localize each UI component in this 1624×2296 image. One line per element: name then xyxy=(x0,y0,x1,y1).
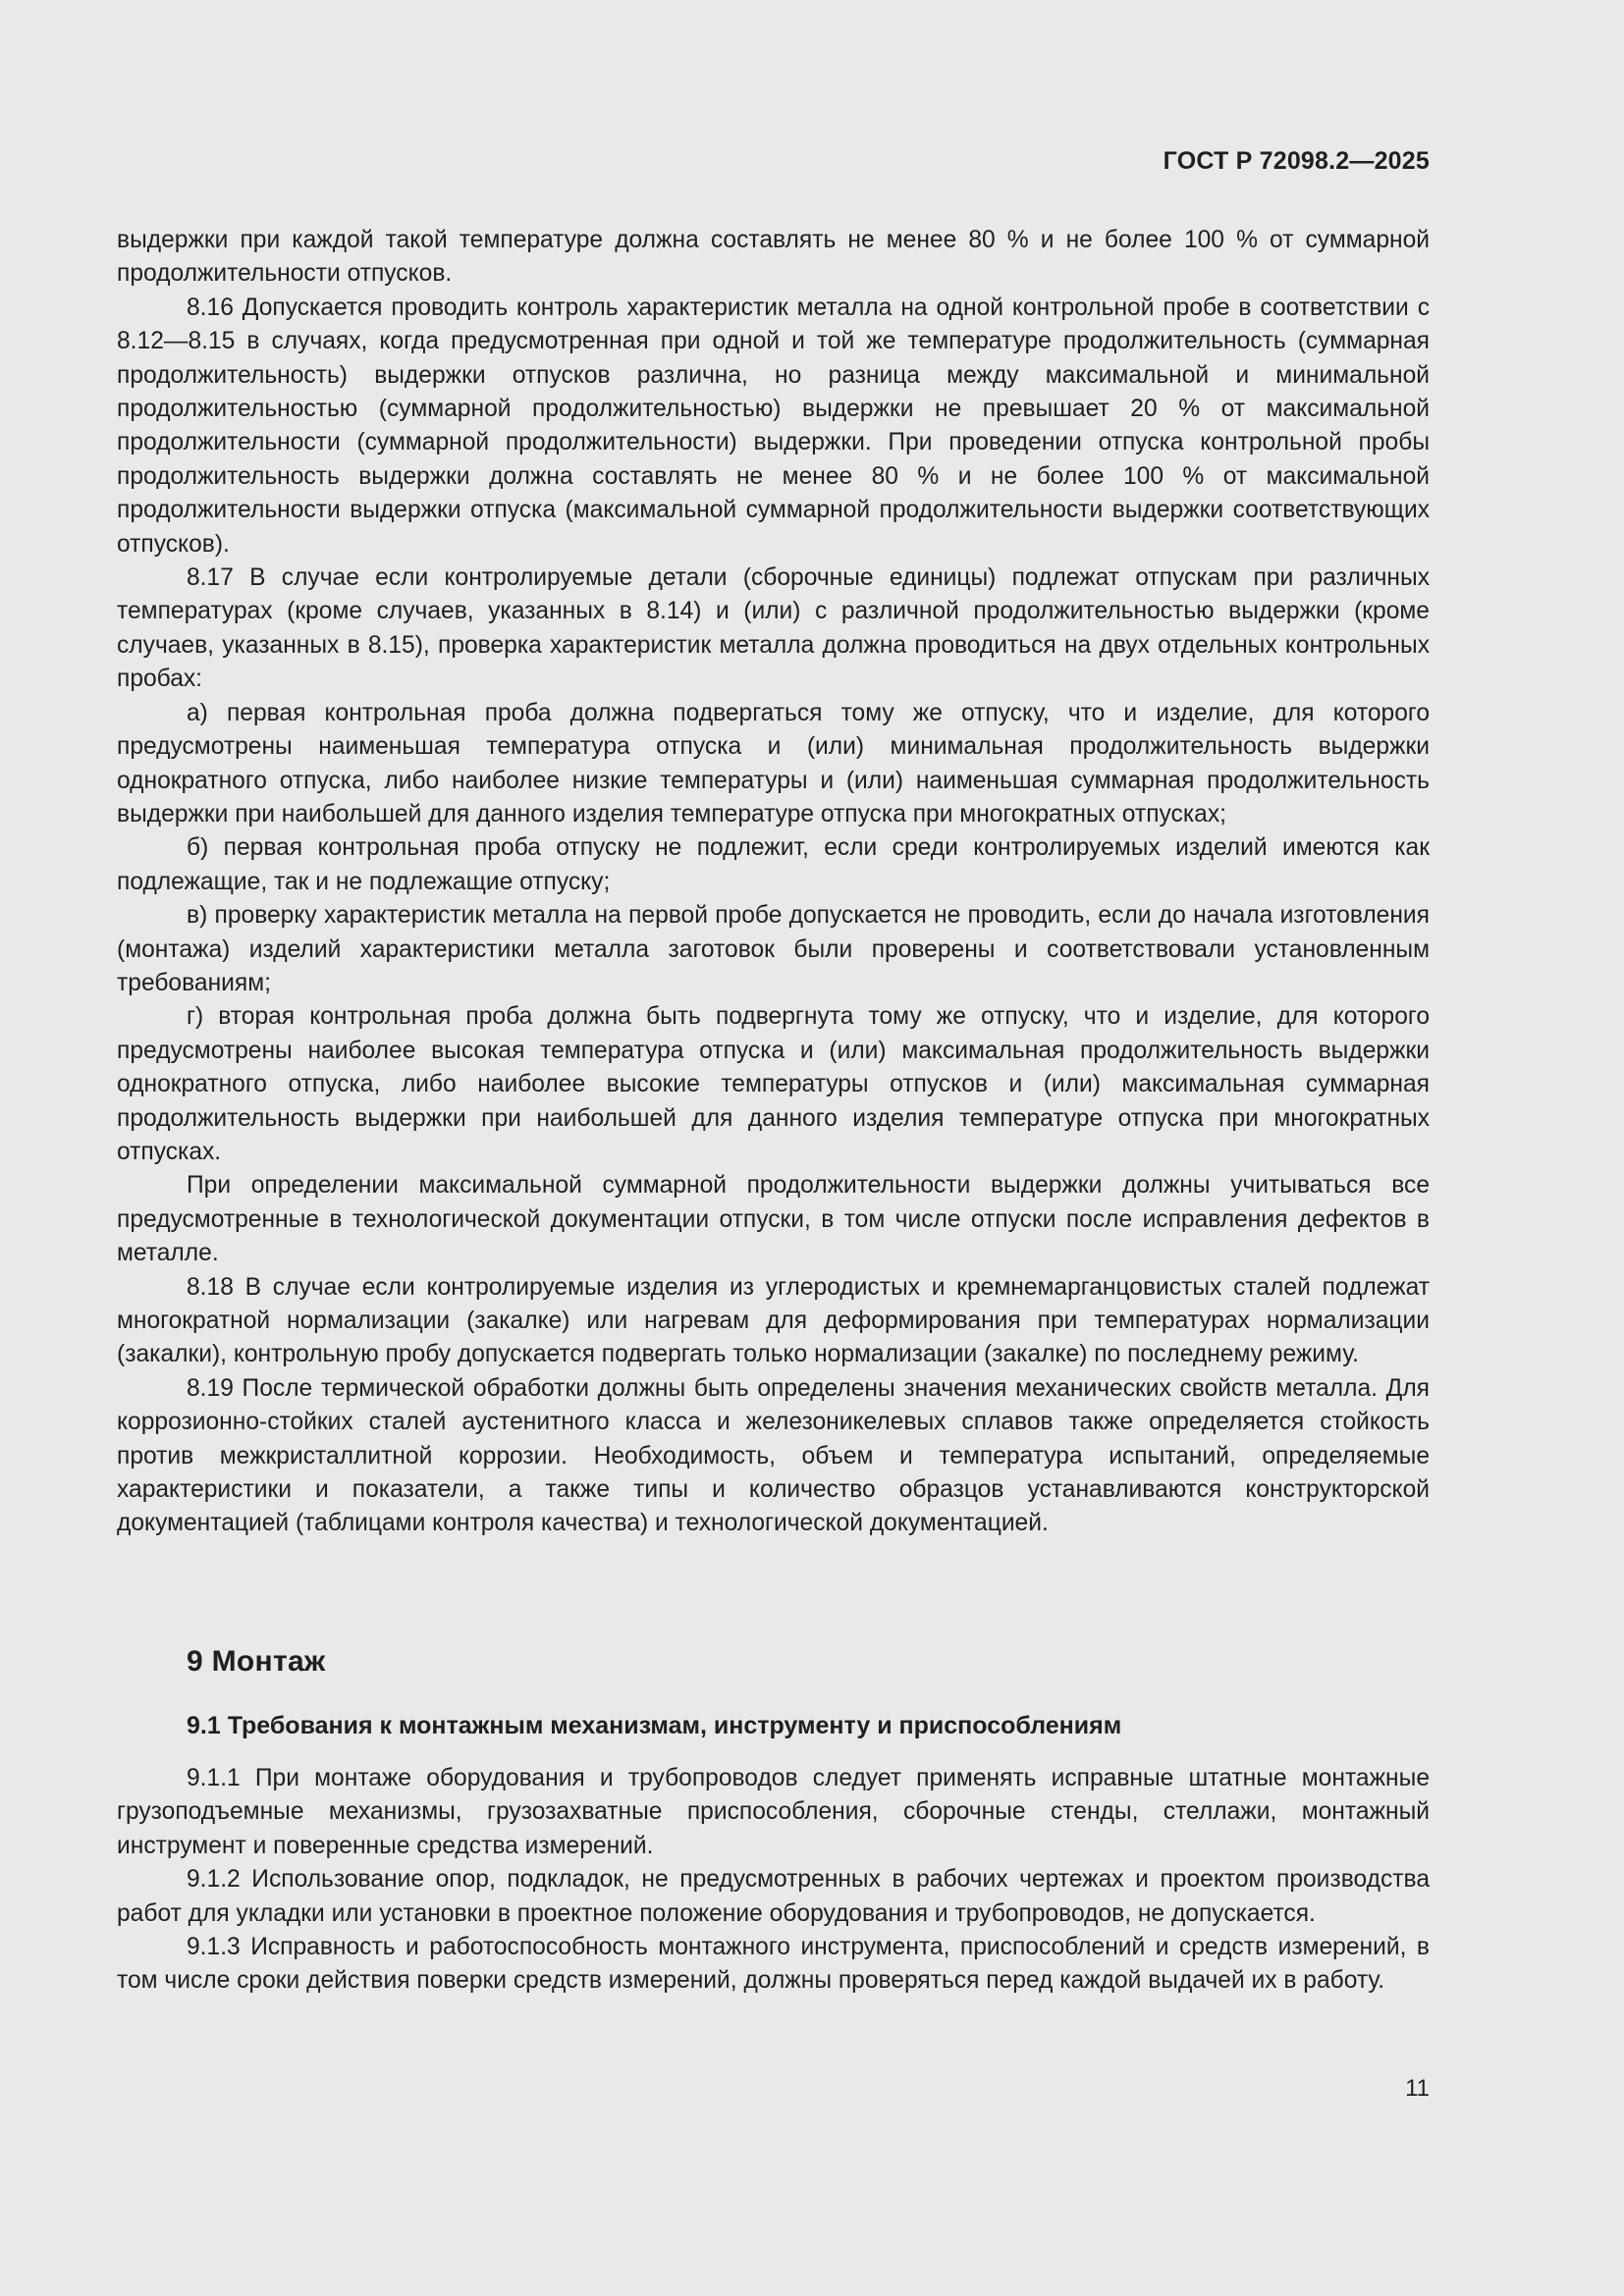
paragraph-9-1-2: 9.1.2 Использование опор, подкладок, не предусмотренных в рабочих чертежах и проектом производства работ для укладки или установки в проектное положение оборудования и трубопроводов, не допускается. xyxy=(117,1866,1430,1927)
section-body-text xyxy=(117,1762,1430,1999)
section-heading: 9 Монтаж xyxy=(187,1645,326,1678)
paragraph-max-duration: При определении максимальной суммарной продолжительности выдержки должны учитываться все предусмотренные в технологической документации отпуски, в том числе отпуски после исправления дефектов в металле. xyxy=(117,1172,1430,1267)
paragraph-8-16: 8.16 Допускается проводить контроль характеристик металла на одной контрольной пробе в соответствии с 8.12—8.15 в случаях, когда предусмотренная при одной и той же температуре продолжительность (суммарная продолжительность) выдержки отпусков различна, но разница между максимальной и минимальной продолжительностью (суммарной продолжительностью) выдержки не превышает 20 % от максимальной продолжительности (суммарной продолжительности) выдержки. При проведении отпуска контрольной пробы продолжительность выдержки должна составлять не менее 80 % и не более 100 % от максимальной продолжительности выдержки отпуска (максимальной суммарной продолжительности выдержки соответствующих отпусков). xyxy=(117,294,1430,558)
document-header: ГОСТ Р 72098.2—2025 xyxy=(1163,147,1430,175)
paragraph-8-17: 8.17 В случае если контролируемые детали (сборочные единицы) подлежат отпускам при различных температурах (кроме случаев, указанных в 8.14) и (или) с различной продолжительностью выдержки (кроме случаев, указанных в 8.15), проверка характеристик металла должна проводиться на двух отдельных контрольных пробах: xyxy=(117,564,1430,693)
list-item-a: а) первая контрольная проба должна подвергаться тому же отпуску, что и изделие, для которого предусмотрены наименьшая температура отпуска и (или) минимальная продолжительность выдержки однократного отпуска, либо наиболее низкие температуры и (или) наименьшая суммарная продолжительность выдержки при наибольшей для данного изделия температуре отпуска при многократных отпусках; xyxy=(117,699,1430,828)
subsection-heading: 9.1 Требования к монтажным механизмам, инструменту и приспособлениям xyxy=(187,1712,1122,1739)
paragraph-continuation: выдержки при каждой такой температуре должна составлять не менее 80 % и не более 100 % от суммарной продолжительности отпусков. xyxy=(117,227,1430,288)
body-text xyxy=(117,224,1430,1541)
paragraph-9-1-3: 9.1.3 Исправность и работоспособность монтажного инструмента, приспособлений и средств измерений, в том числе сроки действия поверки средств измерений, должны проверяться перед каждой выдачей их в работу. xyxy=(117,1934,1430,1995)
page-number: 11 xyxy=(1405,2075,1430,2102)
list-item-b: б) первая контрольная проба отпуску не подлежит, если среди контролируемых изделий имеются как подлежащие, так и не подлежащие отпуску; xyxy=(117,834,1430,895)
paragraph-9-1-1: 9.1.1 При монтаже оборудования и трубопроводов следует применять исправные штатные монтажные грузоподъемные механизмы, грузозахватные приспособления, сборочные стенды, стеллажи, монтажный инструмент и поверенные средства измерений. xyxy=(117,1765,1430,1859)
paragraph-8-19: 8.19 После термической обработки должны быть определены значения механических свойств металла. Для коррозионно-стойких сталей аустенитного класса и железоникелевых сплавов также определяется стойкость против межкристаллитной коррозии. Необходимость, объем и температура испытаний, определяемые характеристики и показатели, а также типы и количество образцов устанавливаются конструкторской документацией (таблицами контроля качества) и технологической документацией. xyxy=(117,1374,1430,1537)
list-item-g: г) вторая контрольная проба должна быть подвергнута тому же отпуску, что и изделие, для которого предусмотрены наиболее высокая температура отпуска и (или) максимальная продолжительность выдержки однократного отпуска, либо наиболее высокие температуры отпусков и (или) максимальная суммарная продолжительность выдержки при наибольшей для данного изделия температуре отпуска при многократных отпусках. xyxy=(117,1003,1430,1165)
list-item-v: в) проверку характеристик металла на первой пробе допускается не проводить, если до начала изготовления (монтажа) изделий характеристики металла заготовок были проверены и соответствовали установленным требованиям; xyxy=(117,902,1430,996)
paragraph-8-18: 8.18 В случае если контролируемые изделия из углеродистых и кремнемарганцовистых сталей подлежат многократной нормализации (закалке) или нагревам для деформирования при температурах нормализации (закалки), контрольную пробу допускается подвергать только нормализации (закалке) по последнему режиму. xyxy=(117,1273,1430,1368)
